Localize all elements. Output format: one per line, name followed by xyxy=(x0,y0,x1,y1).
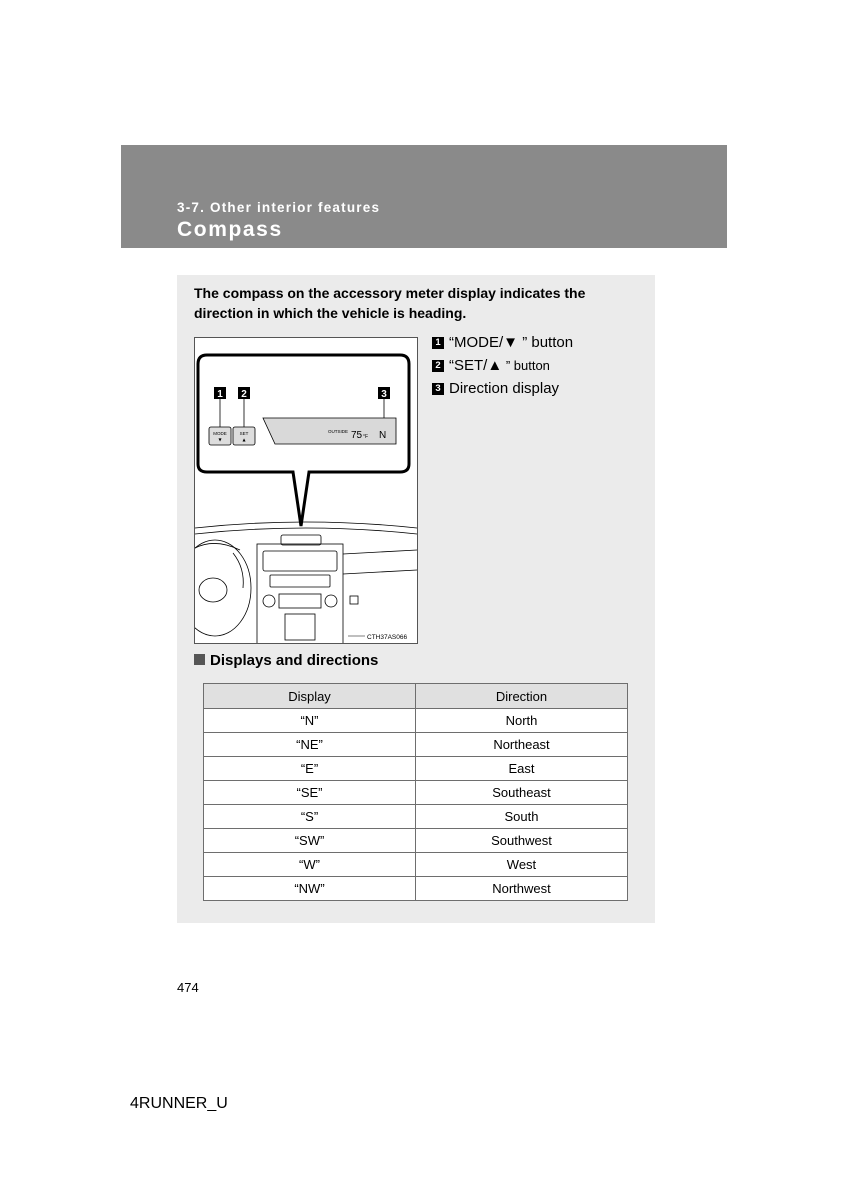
direction-readout: N xyxy=(379,430,387,441)
dashboard-drawing xyxy=(195,338,417,643)
legend-item-mode: 1 “MODE/▼ ” button xyxy=(432,331,647,354)
mode-button-drawing xyxy=(209,427,231,445)
svg-text:MODE: MODE xyxy=(213,431,227,436)
svg-text:3: 3 xyxy=(381,389,387,400)
svg-text:▲: ▲ xyxy=(242,437,246,442)
temp-unit: °F xyxy=(363,434,369,440)
outside-label: OUTSIDE xyxy=(328,429,349,434)
figure-code: CTH37AS066 xyxy=(367,634,408,641)
column-header-display: Display xyxy=(204,684,416,709)
content-panel xyxy=(177,275,655,923)
column-header-direction: Direction xyxy=(416,684,628,709)
callout-badge: 1 xyxy=(432,337,444,349)
svg-text:2: 2 xyxy=(241,389,247,400)
compass-illustration xyxy=(194,337,418,644)
square-bullet-icon xyxy=(194,654,205,665)
chapter-header xyxy=(121,145,727,248)
temperature-readout: 75 xyxy=(351,430,363,441)
table-row: “SE” Southeast xyxy=(204,781,628,805)
section-label: 3-7. Other interior features xyxy=(177,200,381,215)
svg-text:1: 1 xyxy=(217,389,223,400)
legend-item-direction: 3 Direction display xyxy=(432,377,647,400)
dashboard-outline xyxy=(195,522,417,643)
table-row: “SW” Southwest xyxy=(204,829,628,853)
table-row: “NW” Northwest xyxy=(204,877,628,901)
table-row: “S” South xyxy=(204,805,628,829)
subheading: Displays and directions xyxy=(194,652,378,669)
callout-badge: 2 xyxy=(432,360,444,372)
page-number: 474 xyxy=(177,980,199,995)
up-arrow-icon: ▲ xyxy=(487,357,503,374)
directions-table xyxy=(203,683,628,901)
footer-code: 4RUNNER_U xyxy=(130,1095,228,1112)
svg-text:▼: ▼ xyxy=(218,437,222,442)
table-row: “W” West xyxy=(204,853,628,877)
callout-legend xyxy=(432,331,647,400)
intro-text: The compass on the accessory meter display indicates the direction in which the vehicle is heading. xyxy=(194,285,586,321)
callout-badge: 3 xyxy=(432,383,444,395)
table-row: “N” North xyxy=(204,709,628,733)
table-row: “NE” Northeast xyxy=(204,733,628,757)
set-button-drawing xyxy=(233,427,255,445)
page-title: Compass xyxy=(177,218,283,241)
svg-text:SET: SET xyxy=(239,431,249,436)
legend-item-set: 2 “SET/▲ ” button xyxy=(432,354,647,377)
down-arrow-icon: ▼ xyxy=(503,334,519,351)
table-row: “E” East xyxy=(204,757,628,781)
